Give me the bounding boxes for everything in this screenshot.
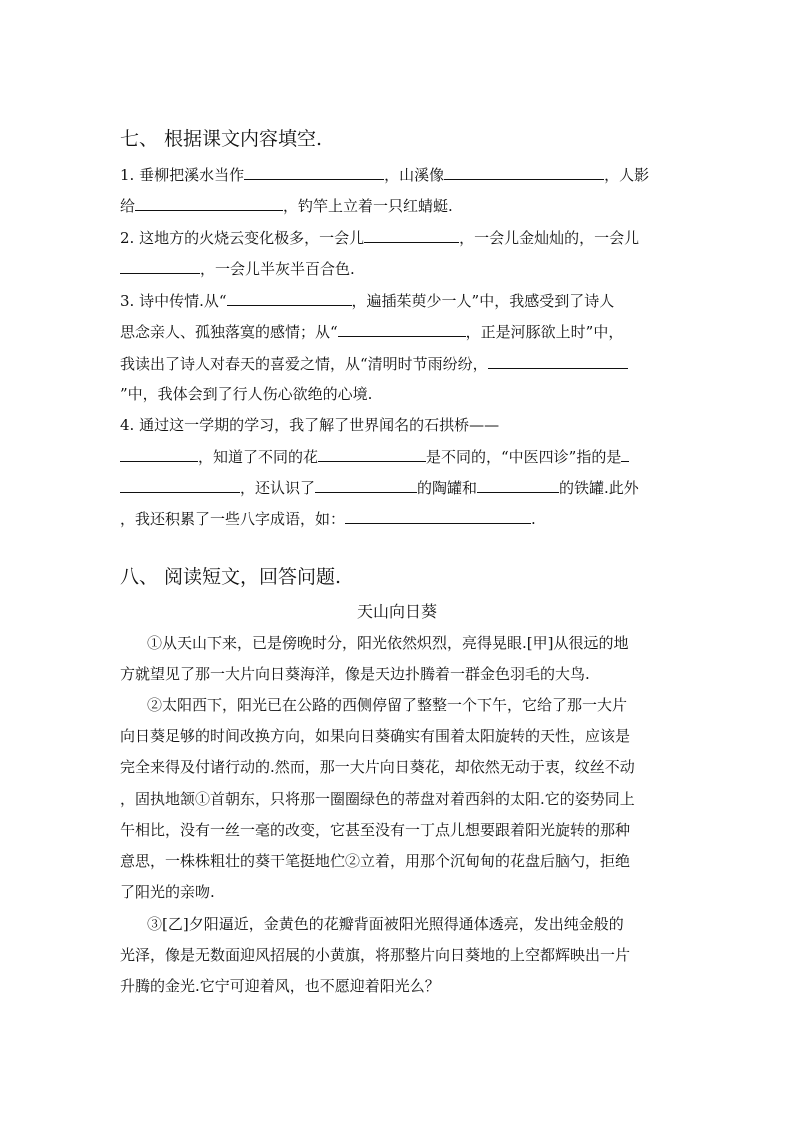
q1-blank-1[interactable]: [244, 165, 384, 180]
p2-line2: 向日葵足够的时间改换方向，如果向日葵确实有围着太阳旋转的天性，应该是: [120, 727, 631, 745]
q2-blank-2[interactable]: [120, 259, 200, 274]
q3-line4: [120, 384, 372, 404]
q4-text-g: ，我还积累了一些八字成语，如：: [120, 510, 346, 528]
q4-line2: [120, 447, 629, 467]
q4-line1: [120, 415, 499, 435]
q2-line2: [120, 259, 355, 279]
passage-title: 天山向日葵: [356, 602, 437, 621]
q3-text-f: ”中，我体会到了行人伤心欲绝的心境.: [120, 385, 373, 403]
p2-line7: 了阳光的亲吻.: [120, 883, 215, 901]
q3-text-e: 我读出了诗人对春天的喜爱之情，从“清明时节雨纷纷，: [120, 355, 488, 373]
q1-line1: [120, 165, 649, 185]
q4-blank-2[interactable]: [318, 447, 426, 462]
q2-text-b: ，一会儿金灿灿的，一会儿: [459, 229, 640, 247]
p3-line1: ③[乙]夕阳逼近，金黄色的花瓣背面被阳光照得通体透亮，发出纯金般的: [147, 915, 624, 933]
p2-line3: 完全来得及付诸行动的.然而，那一大片向日葵花，却依然无动于衷，纹丝不动: [120, 758, 635, 776]
q3-line3: [120, 354, 628, 374]
q4-text-d: ，还认识了: [240, 479, 316, 497]
q3-line2: [120, 322, 623, 342]
q3-text-d: ，正是河豚欲上时”中，: [465, 323, 624, 341]
p2-line1: ②太阳西下，阳光已在公路的西侧停留了整整一个下午，它给了那一大片: [147, 696, 628, 714]
q4-text-f: 的铁罐.此外: [559, 479, 639, 497]
p2-line4: ，固执地颔①首朝东，只将那一圈圈绿色的蒂盘对着西斜的太阳.它的姿势同上: [120, 790, 635, 808]
p1-line2: 方就望见了那一大片向日葵海洋，像是天边扑腾着一群金色羽毛的大鸟.: [120, 665, 590, 683]
q3-text-a: 3. 诗中传情.从“: [120, 292, 227, 310]
section7-heading: 七、 根据课文内容填空.: [120, 128, 323, 150]
q3-text-c: 思念亲人、孤独落寞的感情；从“: [120, 323, 338, 341]
q1-text-d: 给: [120, 197, 136, 215]
q2-text-c: ，一会儿半灰半百合色.: [200, 260, 355, 278]
p3-line3: 升腾的金光.它宁可迎着风，也不愿迎着阳光么？: [120, 977, 440, 995]
p2-line6: 意思，一株株粗壮的葵干笔挺地伫②立着，用那个沉甸甸的花盘后脑勺，拒绝: [120, 852, 631, 870]
q1-text-b: ，山溪像: [384, 166, 445, 184]
p3-line2: 光泽，像是无数面迎风招展的小黄旗，将那整片向日葵地的上空都辉映出一片: [120, 946, 631, 964]
q4-text-h: .: [531, 510, 536, 528]
q4-blank-4[interactable]: [120, 478, 240, 493]
q3-blank-1[interactable]: [227, 291, 352, 306]
q4-line4: [120, 509, 536, 529]
p1-line1: ①从天山下来，已是傍晚时分，阳光依然炽烈，亮得晃眼.[甲]从很远的地: [147, 634, 629, 652]
q4-text-b: ，知道了不同的花: [198, 448, 319, 466]
q3-blank-3[interactable]: [488, 354, 628, 369]
q4-blank-3[interactable]: [621, 447, 629, 462]
p2-line5: 午相比，没有一丝一毫的改变，它甚至没有一丁点儿想要跟着阳光旋转的那种: [120, 821, 631, 839]
q1-text-c: ，人影: [604, 166, 650, 184]
q3-blank-2[interactable]: [338, 322, 466, 337]
q4-text-c: 是不同的，“中医四诊”指的是: [426, 448, 622, 466]
q4-blank-1[interactable]: [120, 447, 198, 462]
q4-text-e: 的陶罐和: [417, 479, 478, 497]
q1-line2: [120, 196, 453, 216]
q1-text-e: ，钓竿上立着一只红蜻蜓.: [283, 197, 453, 215]
q3-text-b: ，遍插茱萸少一人”中，我感受到了诗人: [351, 292, 615, 310]
q1-blank-2[interactable]: [444, 165, 604, 180]
q4-blank-6[interactable]: [477, 478, 559, 493]
q4-blank-7[interactable]: [345, 509, 531, 524]
section8-heading: 八、 阅读短文，回答问题.: [120, 566, 342, 588]
q1-blank-3[interactable]: [135, 196, 283, 211]
q4-line3: [120, 478, 639, 498]
q2-blank-1[interactable]: [364, 228, 459, 243]
q4-blank-5[interactable]: [315, 478, 417, 493]
q4-text-a: 4. 通过这一学期的学习，我了解了世界闻名的石拱桥——: [120, 416, 500, 434]
q1-text-a: 1. 垂柳把溪水当作: [120, 166, 245, 184]
q2-line1: [120, 228, 639, 248]
q2-text-a: 2. 这地方的火烧云变化极多，一会儿: [120, 229, 365, 247]
q3-line1: [120, 291, 614, 311]
